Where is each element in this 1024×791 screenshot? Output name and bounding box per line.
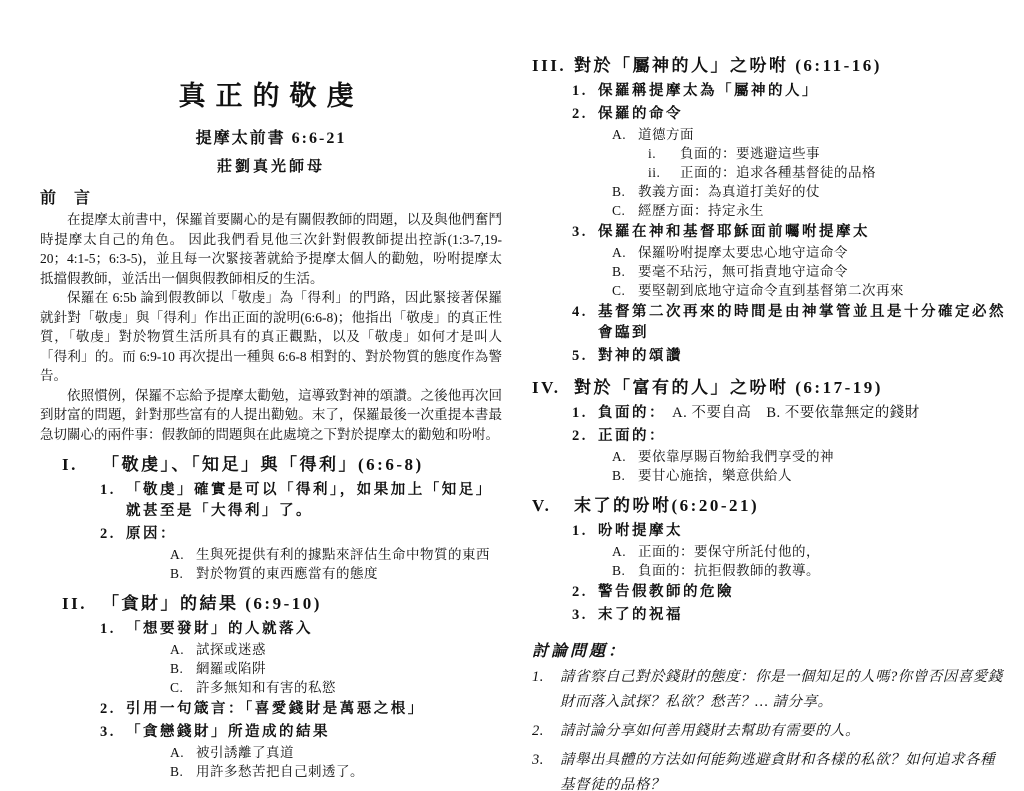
- subitem-text: 保羅吩咐提摩太要忠心地守這命令: [638, 245, 848, 260]
- item-text: 保羅的命令: [598, 106, 683, 122]
- outline-subitem: [532, 466, 1006, 485]
- question-number: 2.: [532, 723, 544, 739]
- outline-item: [532, 302, 1006, 344]
- subitem-letter: C.: [612, 283, 626, 298]
- outline-subitem: [532, 281, 1006, 300]
- subitem-letter: B.: [612, 184, 626, 199]
- outline-item: [40, 480, 502, 522]
- outline-item: [532, 582, 1006, 603]
- section-heading: [40, 453, 502, 477]
- item-text: 對神的頌讚: [598, 348, 683, 364]
- subitem-text: 教義方面：為真道打美好的仗: [638, 184, 820, 199]
- item-text: [598, 403, 1006, 424]
- section-heading: [532, 54, 1006, 78]
- item-number: 1.: [572, 523, 588, 539]
- item-number: 2.: [100, 526, 116, 542]
- subitem-text: 經歷方面：持定永生: [638, 203, 764, 218]
- outline-subitem: [40, 678, 502, 697]
- outline-subsubitem: [532, 144, 1006, 163]
- section-number: IV.: [532, 378, 561, 397]
- subitem-text: 正面的：要保守所託付他的，: [638, 544, 820, 559]
- section-number: V.: [532, 496, 552, 515]
- question-number: 3.: [532, 752, 544, 768]
- outline-item: [532, 222, 1006, 243]
- section-title: 「貪財」的結果 (6:9-10): [102, 594, 322, 613]
- question-text: 請舉出具體的方法如何能夠逃避貪財和各樣的私欲？如何追求各種基督徒的品格？: [560, 752, 995, 791]
- item-number: 2.: [572, 428, 588, 444]
- subsubitem-text: 負面的：要逃避這些事: [680, 146, 820, 161]
- subitem-letter: A.: [612, 245, 627, 260]
- outline-item: [532, 426, 1006, 447]
- item-number: 1.: [572, 83, 588, 99]
- right-column: [532, 54, 1006, 791]
- item-text: 保羅在神和基督耶穌面前囑咐提摩太: [598, 224, 870, 240]
- section-title: 對於「富有的人」之吩咐 (6:17-19): [574, 378, 883, 397]
- item-text: 保羅稱提摩太為「屬神的人」: [598, 83, 819, 99]
- outline-subitem: [532, 201, 1006, 220]
- discussion-question: [532, 665, 1006, 715]
- outline-subitem: [40, 545, 502, 564]
- outline-subitem: [40, 640, 502, 659]
- subitem-text: 道德方面: [638, 127, 694, 142]
- item-number: 1.: [572, 405, 588, 421]
- subitem-text: 要甘心施捨，樂意供給人: [638, 468, 792, 483]
- item-lead: 負面的：: [598, 405, 666, 421]
- item-text: 「想要發財」的人就落入: [126, 621, 313, 637]
- item-text: 「敬虔」確實是可以「得利」，如果加上「知足」就甚至是「大得利」了。: [126, 482, 493, 519]
- outline-item: [532, 605, 1006, 626]
- discussion-question: [532, 719, 1006, 744]
- section-heading: [532, 494, 1006, 518]
- section-number: III.: [532, 56, 567, 75]
- section-IV: [532, 376, 1006, 485]
- section-heading: [532, 376, 1006, 400]
- item-text: 原因：: [126, 526, 177, 542]
- discussion-section: [532, 638, 1006, 791]
- item-text: 警告假教師的危險: [598, 584, 734, 600]
- doc-title: 真正的敬虔: [178, 81, 364, 111]
- subitem-letter: C.: [612, 203, 626, 218]
- item-number: 3.: [572, 224, 588, 240]
- subitem-letter: A.: [612, 127, 627, 142]
- subitem-letter: A.: [170, 547, 185, 562]
- item-text: 「貪戀錢財」所造成的結果: [126, 724, 330, 740]
- item-number: 3.: [572, 607, 588, 623]
- outline-item: [532, 403, 1006, 424]
- doc-author: 莊劉真光師母: [216, 159, 325, 175]
- outline-subsubitem: [532, 163, 1006, 182]
- subsubitem-numeral: i.: [648, 146, 657, 161]
- subitem-letter: B.: [612, 264, 626, 279]
- subitem-text: 許多無知和有害的私慾: [196, 680, 336, 695]
- subitem-letter: B.: [612, 468, 626, 483]
- discussion-question: [532, 748, 1006, 791]
- section-III: [532, 54, 1006, 367]
- discussion-heading: 討論問題：: [532, 643, 628, 660]
- outline-subitem: [40, 762, 502, 781]
- item-number: 2.: [572, 106, 588, 122]
- outline-item: [532, 81, 1006, 102]
- outline-item: [40, 699, 502, 720]
- item-text: 末了的祝福: [598, 607, 683, 623]
- item-number: 2.: [100, 701, 116, 717]
- preface-paragraph: 依照慣例，保羅不忘給予提摩太勸勉，這導致對神的頌讚。之後他再次回到財富的問題，針對那些富有的人提出勸勉。末了，保羅最後一次重提本書最急切關心的兩件事：假教師的問題與在此處境之下對於提摩太的勸勉和吩咐。: [40, 387, 502, 442]
- question-text: 請省察自己對於錢財的態度：你是一個知足的人嗎?你曾否因喜愛錢財而落入試探？私欲？愁苦？… 請分享。: [560, 669, 1003, 710]
- subitem-text: 負面的：抗拒假教師的教導。: [638, 563, 820, 578]
- question-number: 1.: [532, 669, 544, 685]
- outline-subitem: [532, 243, 1006, 262]
- section-II: [40, 592, 502, 781]
- outline-subitem: [40, 659, 502, 678]
- outline-item: [532, 104, 1006, 125]
- item-number: 1.: [100, 621, 116, 637]
- outline-subitem: [532, 561, 1006, 580]
- outline-subitem: [40, 743, 502, 762]
- subitem-text: 用許多愁苦把自己刺透了。: [196, 764, 364, 779]
- subitem-text: 對於物質的東西應當有的態度: [196, 566, 378, 581]
- subitem-letter: B.: [170, 661, 184, 676]
- subitem-text: 被引誘離了真道: [196, 745, 294, 760]
- outline-item: [532, 521, 1006, 542]
- section-title: 末了的吩咐(6:20-21): [574, 496, 760, 515]
- item-number: 4.: [572, 304, 588, 320]
- subitem-letter: A.: [612, 544, 627, 559]
- item-text: 基督第二次再來的時間是由神掌管並且是十分確定必然會臨到: [598, 304, 1006, 341]
- item-text: 引用一句箴言：「喜愛錢財是萬惡之根」: [126, 701, 425, 717]
- item-text: 正面的：: [598, 428, 666, 444]
- section-heading: [40, 592, 502, 616]
- outline-subitem: [532, 182, 1006, 201]
- subitem-letter: B.: [170, 764, 184, 779]
- section-I: [40, 453, 502, 583]
- subsubitem-numeral: ii.: [648, 165, 661, 180]
- outline-subitem: [40, 564, 502, 583]
- subitem-text: 要依靠厚賜百物給我們享受的神: [638, 449, 834, 464]
- left-column: [40, 74, 502, 781]
- outline-item: [40, 619, 502, 640]
- outline-subitem: [532, 262, 1006, 281]
- item-inline-detail: A. 不要自高 B. 不要依靠無定的錢財: [672, 405, 920, 421]
- section-V: [532, 494, 1006, 626]
- subitem-text: 生與死提供有利的據點來評估生命中物質的東西: [196, 547, 490, 562]
- section-number: I.: [62, 455, 78, 474]
- outline-subitem: [532, 125, 1006, 144]
- item-text: 吩咐提摩太: [598, 523, 683, 539]
- section-number: II.: [62, 594, 87, 613]
- section-title: 對於「屬神的人」之吩咐 (6:11-16): [574, 56, 882, 75]
- subitem-text: 試探或迷惑: [196, 642, 266, 657]
- item-number: 5.: [572, 348, 588, 364]
- item-number: 2.: [572, 584, 588, 600]
- subitem-letter: A.: [612, 449, 627, 464]
- item-number: 3.: [100, 724, 116, 740]
- subsubitem-text: 正面的：追求各種基督徒的品格: [680, 165, 876, 180]
- outline-subitem: [532, 447, 1006, 466]
- preface-paragraph: 保羅在 6:5b 論到假教師以「敬虔」為「得利」的門路，因此緊接著保羅就針對「敬虔」與「得利」作出正面的說明(6:6-8)；他指出「敬虔」的真正性質，「敬虔」對於物質生活所具有的真正觀點，以及「敬虔」如何才是叫人「得利」的。而 6:9-10 再次提出一種與 6:6-8 相對的、對於物質的態度作為警告。: [40, 290, 502, 383]
- subitem-letter: A.: [170, 642, 185, 657]
- preface-paragraph: 在提摩太前書中，保羅首要關心的是有關假教師的問題，以及與他們奮鬥時提摩太自己的角色。 因此我們看見他三次針對假教師提出控訴(1:3-7,19-20；4:1-5；6:3-5)，並且每一次緊接著就給予提摩太個人的勸勉，吩咐提摩太抵擋假教師，並活出一個與假教師相反的生活。: [40, 212, 502, 286]
- subitem-letter: A.: [170, 745, 185, 760]
- subitem-text: 網羅或陷阱: [196, 661, 266, 676]
- outline-item: [40, 524, 502, 545]
- doc-subtitle: 提摩太前書 6:6-21: [195, 130, 347, 147]
- outline-subitem: [532, 542, 1006, 561]
- outline-item: [40, 722, 502, 743]
- subitem-text: 要毫不玷污，無可指責地守這命令: [638, 264, 848, 279]
- outline-item: [532, 346, 1006, 367]
- subitem-letter: B.: [612, 563, 626, 578]
- subitem-text: 要堅韌到底地守這命令直到基督第二次再來: [638, 283, 904, 298]
- subitem-letter: C.: [170, 680, 184, 695]
- item-number: 1.: [100, 482, 116, 498]
- question-text: 請討論分享如何善用錢財去幫助有需要的人。: [560, 723, 860, 739]
- subitem-letter: B.: [170, 566, 184, 581]
- section-title: 「敬虔」、「知足」與「得利」(6:6-8): [102, 455, 424, 474]
- preface-heading: 前 言: [40, 190, 98, 207]
